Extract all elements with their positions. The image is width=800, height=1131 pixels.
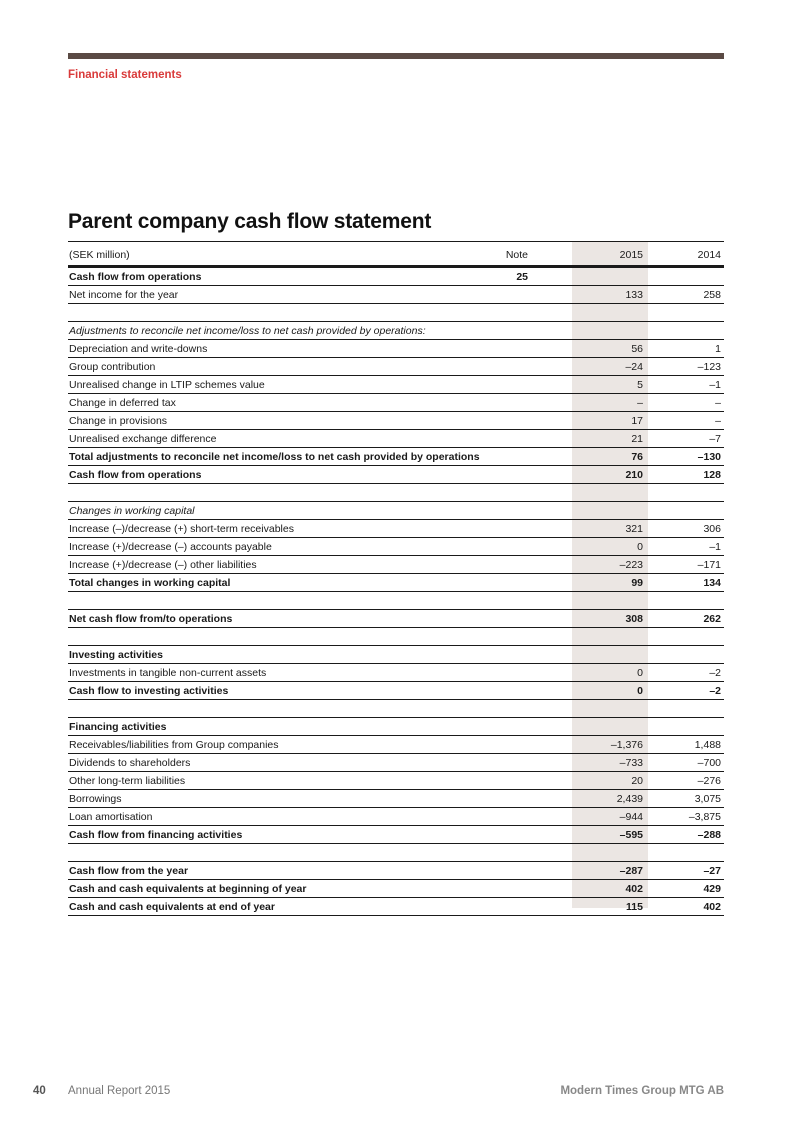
row-label: Changes in working capital (69, 504, 195, 517)
row-label: Other long-term liabilities (69, 774, 186, 787)
row-label: Total changes in working capital (69, 576, 231, 589)
header-note: Note (505, 248, 528, 261)
table-row (68, 340, 724, 358)
table-row (68, 358, 724, 376)
row-value-2015: 2,439 (616, 792, 643, 805)
row-label: Increase (–)/decrease (+) short-term receivables (69, 522, 294, 535)
row-value-2015: 76 (631, 450, 643, 463)
row-value-2015: –223 (619, 558, 643, 571)
row-value-2014: –130 (697, 450, 721, 463)
row-value-2014: 402 (703, 900, 721, 913)
row-value-2015: – (637, 396, 643, 409)
table-body (68, 241, 724, 916)
row-label: Dividends to shareholders (69, 756, 191, 769)
row-label: Net income for the year (69, 288, 179, 301)
header-year-2015: 2015 (619, 248, 643, 261)
row-value-2014: –700 (697, 756, 721, 769)
row-value-2015: 0 (637, 684, 643, 697)
row-value-2015: –287 (619, 864, 643, 877)
row-label: Net cash flow from/to operations (69, 612, 233, 625)
table-row (68, 574, 724, 592)
row-label: Financing activities (69, 720, 167, 733)
row-value-2014: 258 (703, 288, 721, 301)
row-value-2015: 56 (631, 342, 643, 355)
row-value-2015: –24 (625, 360, 643, 373)
page-number: 40 (33, 1085, 46, 1097)
row-label: Cash flow from operations (69, 270, 202, 283)
row-value-2015: 308 (625, 612, 643, 625)
row-value-2014: –2 (709, 666, 721, 679)
table-row (68, 808, 724, 826)
table-row (68, 448, 724, 466)
spacer-row (68, 304, 724, 322)
table-row (68, 412, 724, 430)
row-value-2015: 20 (631, 774, 643, 787)
row-value-2014: –1 (709, 378, 721, 391)
table-row (68, 538, 724, 556)
spacer-row (68, 628, 724, 646)
header-unit-label: (SEK million) (69, 248, 130, 261)
table-row (68, 322, 724, 340)
row-value-2015: 402 (625, 882, 643, 895)
table-row (68, 502, 724, 520)
row-value-2014: –1 (709, 540, 721, 553)
row-label: Cash and cash equivalents at end of year (69, 900, 275, 913)
row-value-2015: 321 (625, 522, 643, 535)
row-label: Investments in tangible non-current assets (69, 666, 267, 679)
table-row (68, 556, 724, 574)
row-value-2015: 133 (625, 288, 643, 301)
row-value-2014: –7 (709, 432, 721, 445)
table-row (68, 736, 724, 754)
row-value-2014: 128 (703, 468, 721, 481)
spacer-row (68, 592, 724, 610)
table-row (68, 286, 724, 304)
row-label: Increase (+)/decrease (–) accounts payable (69, 540, 272, 553)
row-value-2014: –276 (697, 774, 721, 787)
row-value-2015: –595 (619, 828, 643, 841)
row-value-2015: 210 (625, 468, 643, 481)
row-label: Group contribution (69, 360, 156, 373)
row-value-2015: 5 (637, 378, 643, 391)
table-row (68, 772, 724, 790)
row-value-2015: 0 (637, 540, 643, 553)
row-value-2014: 306 (703, 522, 721, 535)
spacer-row (68, 700, 724, 718)
table-row (68, 682, 724, 700)
row-value-2014: – (715, 396, 721, 409)
top-rule (68, 53, 724, 59)
row-value-2015: 0 (637, 666, 643, 679)
row-label: Change in provisions (69, 414, 168, 427)
table-header-row (68, 242, 724, 268)
row-value-2014: –3,875 (688, 810, 721, 823)
row-value-2014: –171 (697, 558, 721, 571)
row-value-2015: –1,376 (610, 738, 643, 751)
company-name: Modern Times Group MTG AB (560, 1085, 724, 1097)
row-value-2014: 262 (703, 612, 721, 625)
row-value-2014: 1 (715, 342, 721, 355)
row-value-2015: –944 (619, 810, 643, 823)
table-row (68, 862, 724, 880)
row-value-2014: –288 (697, 828, 721, 841)
row-value-2015: 21 (631, 432, 643, 445)
table-row (68, 790, 724, 808)
row-value-2015: 99 (631, 576, 643, 589)
table-row (68, 664, 724, 682)
section-label: Financial statements (68, 69, 182, 81)
row-label: Total adjustments to reconcile net income/loss to net cash provided by operations (69, 450, 480, 463)
table-row (68, 610, 724, 628)
row-value-2014: 1,488 (694, 738, 721, 751)
row-label: Loan amortisation (69, 810, 153, 823)
row-value-2014: 3,075 (694, 792, 721, 805)
row-label: Cash and cash equivalents at beginning of year (69, 882, 307, 895)
row-value-2015: 17 (631, 414, 643, 427)
row-label: Receivables/liabilities from Group companies (69, 738, 279, 751)
page-title: Parent company cash flow statement (68, 210, 432, 233)
table-row (68, 430, 724, 448)
table-row (68, 394, 724, 412)
table-row (68, 646, 724, 664)
table-row (68, 376, 724, 394)
table-row (68, 718, 724, 736)
row-value-2014: –27 (703, 864, 721, 877)
table-row (68, 754, 724, 772)
row-note: 25 (516, 270, 528, 283)
cash-flow-table (68, 241, 724, 916)
row-label: Increase (+)/decrease (–) other liabilities (69, 558, 257, 571)
row-value-2015: –733 (619, 756, 643, 769)
row-label: Adjustments to reconcile net income/loss to net cash provided by operations: (69, 324, 426, 337)
row-label: Cash flow from the year (69, 864, 189, 877)
row-value-2014: –123 (697, 360, 721, 373)
row-label: Borrowings (69, 792, 122, 805)
row-label: Cash flow to investing activities (69, 684, 229, 697)
report-name: Annual Report 2015 (68, 1085, 171, 1097)
row-label: Change in deferred tax (69, 396, 176, 409)
row-label: Cash flow from operations (69, 468, 202, 481)
row-label: Unrealised change in LTIP schemes value (69, 378, 265, 391)
table-row (68, 880, 724, 898)
table-row (68, 826, 724, 844)
table-row (68, 268, 724, 286)
row-label: Cash flow from financing activities (69, 828, 243, 841)
spacer-row (68, 844, 724, 862)
table-row (68, 898, 724, 916)
row-value-2014: 429 (703, 882, 721, 895)
row-value-2014: – (715, 414, 721, 427)
spacer-row (68, 484, 724, 502)
header-year-2014: 2014 (697, 248, 721, 261)
row-value-2014: 134 (703, 576, 721, 589)
row-label: Unrealised exchange difference (69, 432, 217, 445)
row-label: Investing activities (69, 648, 163, 661)
table-row (68, 520, 724, 538)
row-label: Depreciation and write-downs (69, 342, 208, 355)
table-row (68, 466, 724, 484)
row-value-2015: 115 (626, 900, 643, 913)
row-value-2014: –2 (709, 684, 721, 697)
